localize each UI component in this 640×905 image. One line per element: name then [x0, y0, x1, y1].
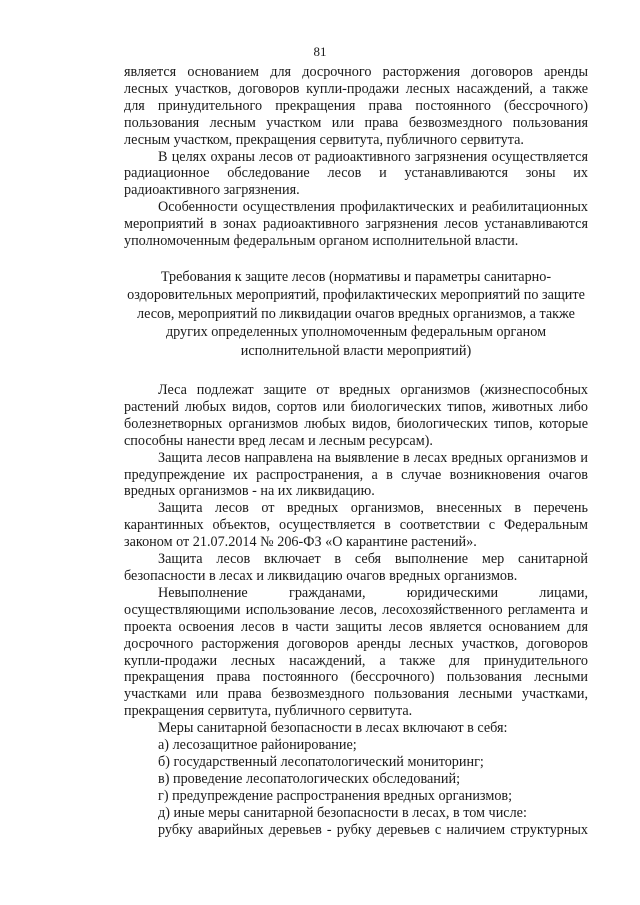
paragraph-detection: Защита лесов направлена на выявление в лесах вредных организмов и предупреждение их распространения, а в случае возникновения очагов вредных организмов - на их ликвидацию. [124, 449, 588, 500]
list-item: г) предупреждение распространения вредных организмов; [158, 787, 513, 804]
section-heading [118, 268, 594, 360]
paragraph-measures-intro: Меры санитарной безопасности в лесах включают в себя: [158, 720, 508, 737]
list-item: в) проведение лесопатологических обследований; [158, 770, 461, 787]
section-forest-protection [124, 382, 588, 838]
list-item: д) иные меры санитарной безопасности в лесах, в том числе: [158, 804, 527, 821]
heading-line: других определенных уполномоченным федеральным органом [165, 324, 547, 341]
paragraph-emergency-trees: рубку аварийных деревьев - рубку деревьев с наличием структурных [158, 821, 588, 838]
list-item: а) лесозащитное районирование; [158, 737, 357, 754]
paragraph-rehabilitation: Особенности осуществления профилактических и реабилитационных мероприятий в зонах радиоактивного загрязнения лесов устанавливаются уполномоченным федеральным органом исполнительной власти. [124, 199, 588, 250]
heading-line: Требования к защите лесов (нормативы и параметры санитарно- [160, 269, 552, 285]
measures-list [124, 737, 588, 822]
heading-line: оздоровительных мероприятий, профилактических мероприятий по защите [127, 287, 585, 304]
section-intro [124, 64, 588, 250]
paragraph-termination: является основанием для досрочного расторжения договоров аренды лесных участков, договоров купли-продажи лесных насаждений, а также для принудительного прекращения права постоянного (бессрочного) пользования лесным участком или права безвозмездного пользования лесным участком, прекращения сервитута, публичного сервитута. [124, 64, 588, 148]
paragraph-quarantine: Защита лесов от вредных организмов, внесенных в перечень карантинных объектов, осуществляется в соответствии с Федеральным законом от 21.07.2014 № 206-ФЗ «О карантине растений». [124, 500, 588, 551]
list-item: б) государственный лесопатологический мониторинг; [158, 753, 484, 770]
page-number: 81 [313, 44, 327, 59]
paragraph-non-compliance: Невыполнение гражданами, юридическими лицами, осуществляющими использование лесов, лесохозяйственного регламента и проекта освоения лесов в части защиты лесов является основанием для досрочного расторжения договоров аренды лесных участков, договоров купли-продажи лесных насаждений, а также для принудительного прекращения права постоянного (бессрочного) пользования лесными участками или права безвозмездного пользования лесными участками, прекращения сервитута, публичного сервитута. [124, 584, 588, 720]
paragraph-harmful-organisms: Леса подлежат защите от вредных организмов (жизнеспособных растений любых видов, сортов или биологических типов, животных либо болезнетворных организмов любых видов, биологических типов, которые способны нанести вред лесам и лесным ресурсам). [124, 382, 588, 449]
heading-line: лесов, мероприятий по ликвидации очагов вредных организмов, а также [137, 305, 575, 322]
paragraph-radiation-survey: В целях охраны лесов от радиоактивного загрязнения осуществляется радиационное обследование лесов и устанавливаются зоны их радиоактивного загрязнения. [124, 148, 588, 199]
heading-line: исполнительной власти мероприятий) [240, 342, 472, 359]
paragraph-sanitary-measures: Защита лесов включает в себя выполнение мер санитарной безопасности в лесах и ликвидацию очагов вредных организмов. [124, 551, 588, 584]
